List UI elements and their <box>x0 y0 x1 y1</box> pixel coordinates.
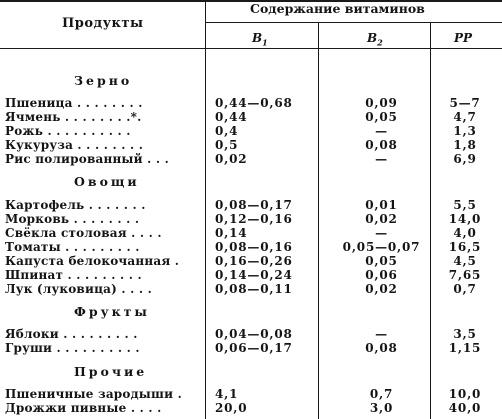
b1-value: 0,08—0,11 <box>215 282 293 296</box>
b2-value: — <box>375 327 388 341</box>
pp-value: 1,3 <box>453 124 477 138</box>
pp-value: 1,15 <box>448 341 482 355</box>
b1-value: 0,44 <box>215 110 248 124</box>
vitamin-content-header: Содержание витаминов <box>250 1 425 16</box>
b2-value: 0,05—0,07 <box>342 240 421 254</box>
pp-value: 10,0 <box>448 387 482 401</box>
product-name: Томаты . . . . . . . . . <box>5 240 140 254</box>
b1-value: 0,16—0,26 <box>215 254 293 268</box>
pp-value: 6,9 <box>453 152 477 166</box>
section-title-other: Прочие <box>74 364 148 379</box>
b2-value: 0,01 <box>365 198 398 212</box>
b1-value: 0,02 <box>215 152 248 166</box>
b1-value: 0,5 <box>215 138 239 152</box>
pp-value: 7,65 <box>448 268 482 282</box>
b1-value: 0,04—0,08 <box>215 327 293 341</box>
b2-value: 0,05 <box>365 110 398 124</box>
b1-value: 0,14 <box>215 226 248 240</box>
product-name: Картофель . . . . . . . <box>5 198 146 212</box>
section-title-vegetables: Овощи <box>74 174 140 189</box>
b1-value: 4,1 <box>215 387 239 401</box>
pp-column-header: PP <box>454 31 473 45</box>
b1-value: 0,06—0,17 <box>215 341 293 355</box>
b1-value: 0,08—0,16 <box>215 240 293 254</box>
b2-value: 3,0 <box>369 401 394 415</box>
product-name: Пшеница . . . . . . . . <box>5 96 143 110</box>
product-name: Кукуруза . . . . . . . . <box>5 138 144 152</box>
column-rule-products <box>205 0 206 419</box>
product-name: Свёкла столовая . . . . <box>5 226 162 240</box>
b2-value: — <box>375 226 388 240</box>
product-name: Капуста белокочанная . <box>5 254 180 268</box>
product-name: Яблоки . . . . . . . . . <box>5 327 138 341</box>
pp-value: 3,5 <box>453 327 477 341</box>
b2-value: 0,7 <box>369 387 394 401</box>
b2-column-header: $B_2$ <box>367 31 383 48</box>
pp-value: 5—7 <box>449 96 481 110</box>
pp-value: 0,7 <box>453 282 477 296</box>
pp-value: 4,5 <box>453 254 477 268</box>
pp-value: 1,8 <box>453 138 477 152</box>
b2-value: 0,08 <box>365 341 398 355</box>
b2-value: 0,02 <box>365 212 398 226</box>
b2-value: 0,05 <box>365 254 398 268</box>
product-name: Пшеничные зародыши . <box>5 387 182 401</box>
b1-value: 0,14—0,24 <box>215 268 293 282</box>
b1-value: 0,08—0,17 <box>215 198 293 212</box>
pp-value: 16,5 <box>448 240 482 254</box>
b2-value: — <box>375 152 388 166</box>
b1-column-header: $B_1$ <box>252 31 268 48</box>
b1-value: 20,0 <box>215 401 248 415</box>
pp-value: 40,0 <box>448 401 482 415</box>
product-name: Ячмень . . . . . . . .*. <box>5 110 142 124</box>
b2-value: 0,06 <box>365 268 398 282</box>
b2-value: 0,02 <box>365 282 398 296</box>
section-title-fruits: Фрукты <box>74 304 150 319</box>
column-rule-b1 <box>318 22 319 419</box>
product-name: Рожь . . . . . . . . . . <box>5 124 131 138</box>
product-name: Рис полированный . . . <box>5 152 170 166</box>
b1-value: 0,44—0,68 <box>215 96 293 110</box>
product-name: Шпинат . . . . . . . . . <box>5 268 142 282</box>
products-header: Продукты <box>62 16 144 31</box>
section-title-grain: Зерно <box>74 73 133 88</box>
pp-value: 4,7 <box>453 110 477 124</box>
b2-value: 0,08 <box>365 138 398 152</box>
pp-value: 5,5 <box>453 198 477 212</box>
b1-value: 0,12—0,16 <box>215 212 293 226</box>
pp-value: 4,0 <box>453 226 477 240</box>
product-name: Груши . . . . . . . . . . <box>5 341 140 355</box>
b2-value: — <box>375 124 388 138</box>
b2-value: 0,09 <box>365 96 398 110</box>
product-name: Морковь . . . . . . . . <box>5 212 140 226</box>
pp-value: 14,0 <box>448 212 482 226</box>
header-divider <box>205 22 502 23</box>
header-bottom-rule <box>0 48 502 49</box>
b1-value: 0,4 <box>215 124 239 138</box>
product-name: Лук (луковица) . . . . <box>5 282 153 296</box>
product-name: Дрожжи пивные . . . . <box>5 401 162 415</box>
